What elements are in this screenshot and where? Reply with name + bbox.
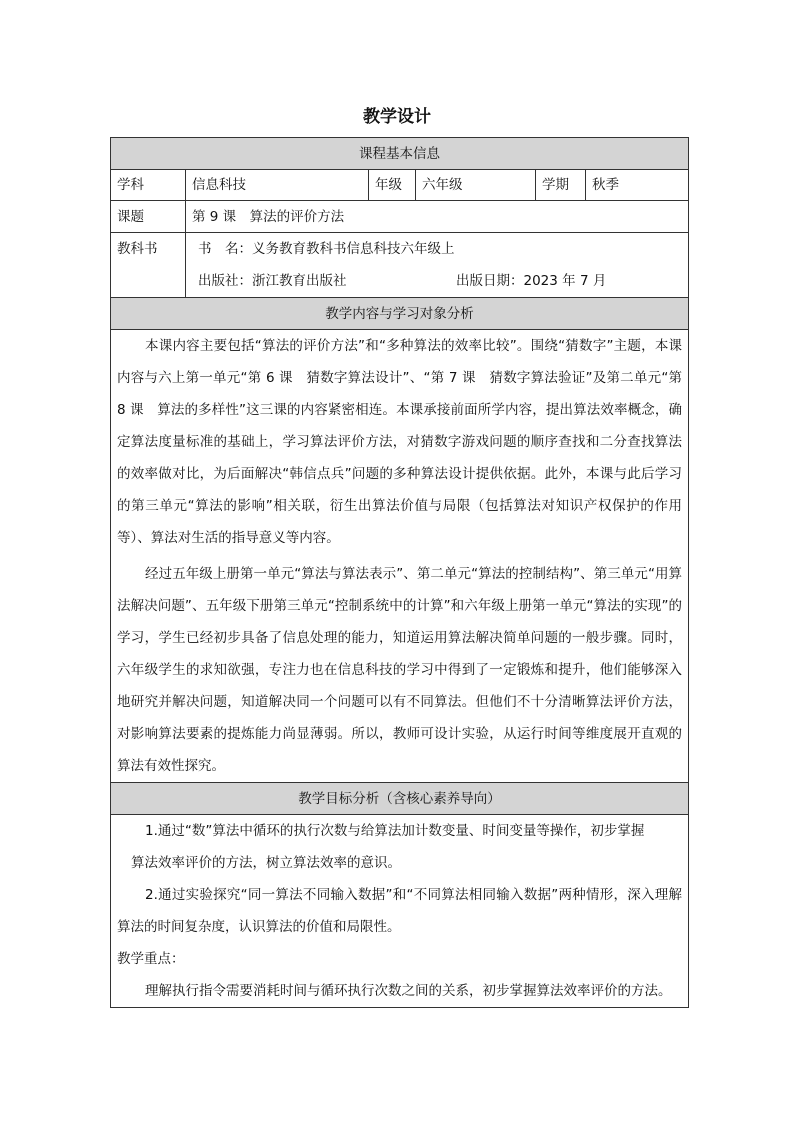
document-title: 教学设计 [363, 107, 431, 127]
key-points-text: 理解执行指令需要消耗时间与循环执行次数之间的关系，初步掌握算法效率评价的方法。 [145, 983, 672, 999]
objectives-body [111, 815, 689, 1008]
objectives-header: 教学目标分析（含核心素养导向） [111, 783, 689, 815]
content-analysis-header: 教学内容与学习对象分析 [111, 298, 689, 330]
textbook-label [111, 233, 186, 298]
term-value: 秋季 [586, 170, 689, 201]
lesson-design-table [110, 137, 689, 1008]
grade-label: 年级 [369, 170, 416, 201]
lesson-label: 课题 [111, 201, 186, 233]
lesson-value: 第 9 课 算法的评价方法 [186, 201, 689, 233]
textbook-label-text: 教科书 [117, 241, 158, 257]
key-points-label: 教学重点： [117, 951, 185, 967]
textbook-info [186, 233, 689, 298]
subject-label: 学科 [111, 170, 186, 201]
objective-2: 2.通过实验探究“同一算法不同输入数据”和“不同算法相同输入数据”两种情形，深入理解算法的时间复杂度，认识算法的价值和局限性。 [117, 887, 683, 935]
objective-1-line-2: 算法效率评价的方法，树立算法效率的意识。 [131, 855, 401, 871]
basic-info-header: 课程基本信息 [111, 138, 689, 170]
content-paragraph-1: 本课内容主要包括“算法的评价方法”和“多种算法的效率比较”。围绕“猜数字”主题，本课内容与六上第一单元“第 6 课 猜数字算法设计”、“第 7 课 猜数字算法验证”及第二单元“第 8 课 算法的多样性”这三课的内容紧密相连。本课承接前面所学内容，提出算法效率概念，确定算法度量标准的基础上，学习算法评价方法，对猜数字游戏问题的顺序查找和二分查找算法的效率做对比，为后面解决“韩信点兵”问题的多种算法设计提供依据。此外，本课与此后学习的第三单元“算法的影响”相关联，衍生出算法价值与局限（包括算法对知识产权保护的作用等）、算法对生活的指导意义等内容。 [117, 338, 683, 546]
book-name: 书 名：义务教育教科书信息科技六年级上 [198, 241, 455, 257]
term-label: 学期 [536, 170, 586, 201]
publication-date: 出版日期：2023 年 7 月 [456, 273, 607, 289]
publisher-line [192, 265, 682, 297]
publisher: 出版社：浙江教育出版社 [198, 273, 347, 289]
objective-1 [117, 815, 682, 879]
subject-value: 信息科技 [186, 170, 369, 201]
grade-value: 六年级 [416, 170, 536, 201]
content-analysis-body [111, 330, 689, 783]
content-paragraph-2: 经过五年级上册第一单元“算法与算法表示”、第二单元“算法的控制结构”、第三单元“用算法解决问题”、五年级下册第三单元“控制系统中的计算”和六年级上册第一单元“算法的实现”的学习，学生已经初步具备了信息处理的能力，知道运用算法解决简单问题的一般步骤。同时，六年级学生的求知欲强，专注力也在信息科技的学习中得到了一定锻炼和提升，他们能够深入地研究并解决问题，知道解决同一个问题可以有不同算法。但他们不十分清晰算法评价方法，对影响算法要素的提炼能力尚显薄弱。所以，教师可设计实验，从运行时间等维度展开直观的算法有效性探究。 [117, 566, 683, 774]
objective-1-line-1: 1.通过“数”算法中循环的执行次数与给算法加计数变量、时间变量等操作，初步掌握 [145, 823, 645, 839]
